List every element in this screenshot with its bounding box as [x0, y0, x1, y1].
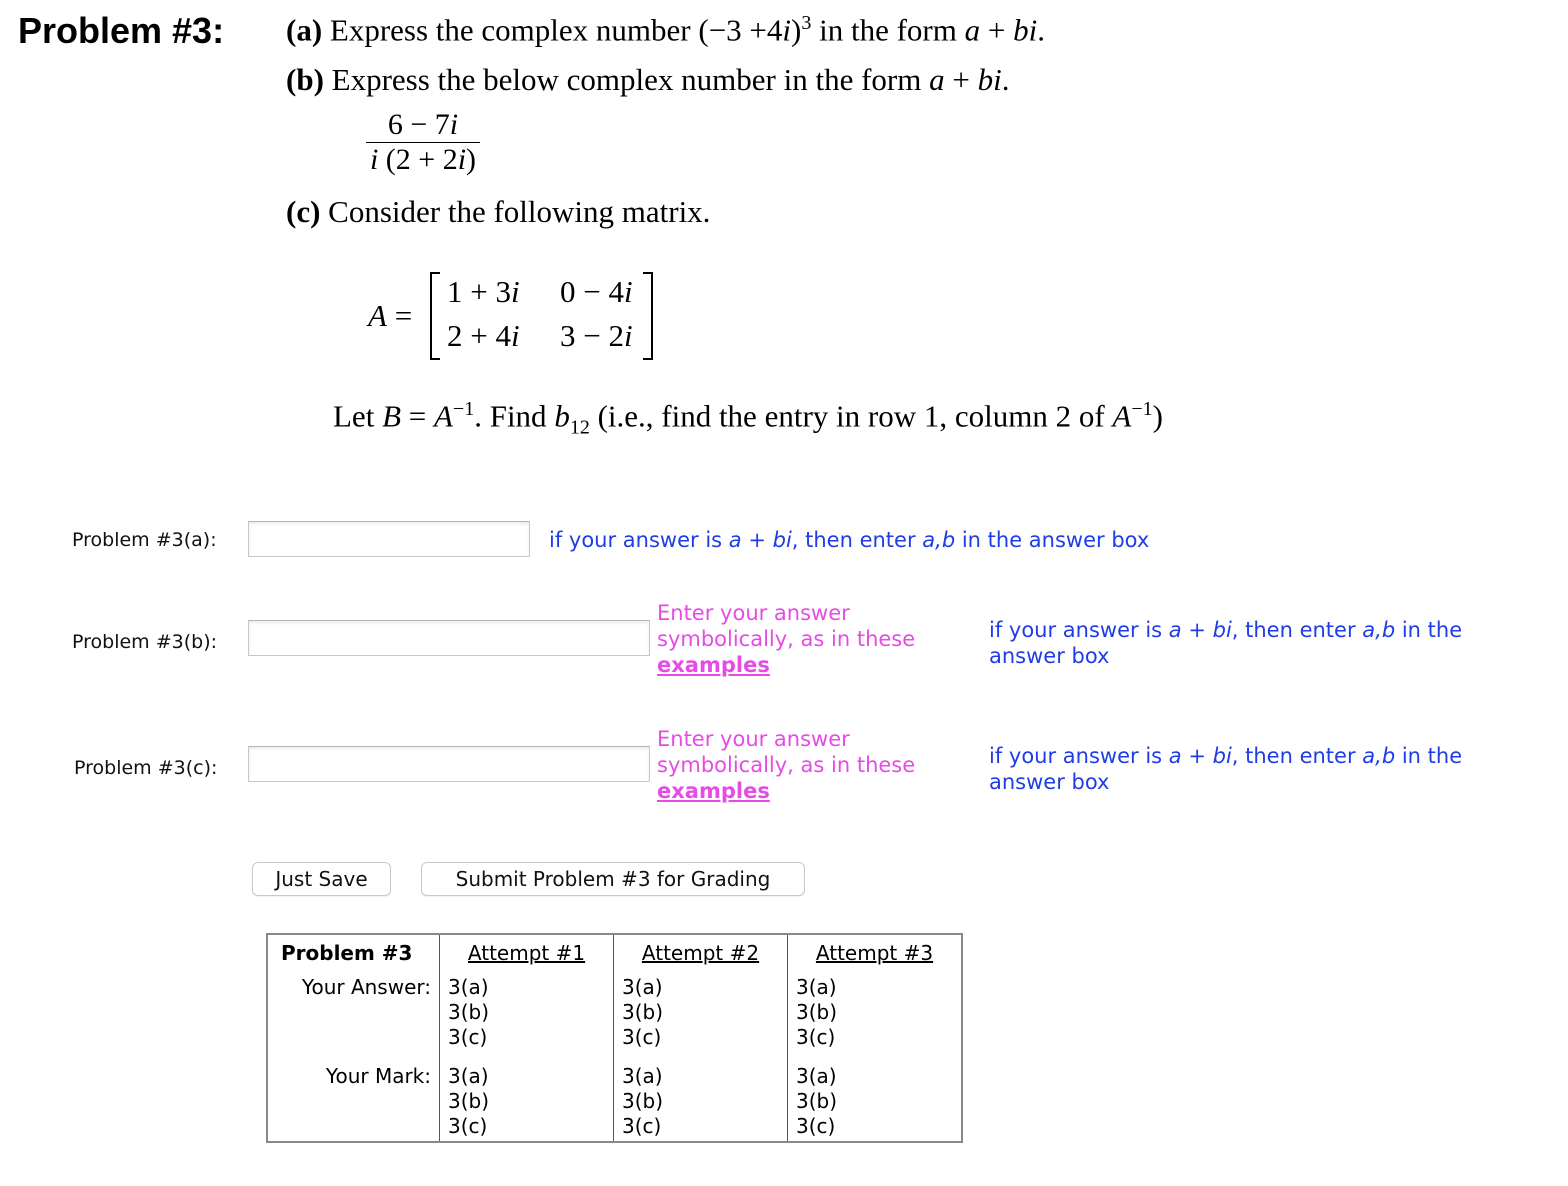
symbolic-hint-line: symbolically, as in these	[657, 753, 916, 777]
matrix-name: A =	[368, 298, 413, 333]
attempt-1-answers: 3(a) 3(b) 3(c)	[440, 971, 614, 1064]
attempt-3-header[interactable]: Attempt #3	[788, 934, 963, 971]
complex-hint-3b: if your answer is a + bi, then enter a,b in the answer box	[989, 618, 1463, 668]
your-mark-row	[267, 1064, 962, 1142]
part-c-text: Consider the following matrix.	[328, 194, 711, 229]
symbolic-hint-line: Enter your answer	[657, 601, 850, 625]
exponent: 3	[801, 12, 812, 34]
part-a-text: Express the complex number (−3 +4	[329, 12, 783, 48]
complex-hint-3c: if your answer is a + bi, then enter a,b in the answer box	[989, 744, 1463, 794]
part-b-label: (b)	[286, 62, 324, 97]
plus: +	[944, 62, 978, 97]
symbolic-hint-line: symbolically, as in these	[657, 627, 916, 651]
matrix-right-bracket	[643, 272, 653, 360]
form-a: a	[964, 12, 981, 48]
answer-label-3a: Problem #3(a):	[72, 529, 217, 551]
part-c-question	[286, 194, 710, 230]
attempts-table	[266, 933, 963, 1143]
answer-input-3c[interactable]	[248, 746, 650, 782]
symbolic-hint-line: Enter your answer	[657, 727, 850, 751]
imag-unit: i	[782, 12, 792, 48]
complex-hint-3a: if your answer is a + bi, then enter a,b in the answer box	[549, 528, 1150, 552]
attempt-2-header[interactable]: Attempt #2	[614, 934, 788, 971]
answer-label-3c: Problem #3(c):	[74, 757, 218, 779]
attempt-2-answers: 3(a) 3(b) 3(c)	[614, 971, 788, 1064]
your-answer-row	[267, 971, 962, 1064]
part-b-question	[286, 62, 1009, 98]
plus: +	[980, 12, 1014, 48]
part-b-text: Express the below complex number in the form	[331, 62, 930, 97]
matrix-left-bracket	[430, 272, 440, 360]
matrix-cell: 3 − 2i	[560, 318, 633, 353]
let-b-line: Let $B = A^{-1}$. Find $b_{12}$ (i.e., find the entry in row 1, column 2 of $A^{-1}$)	[333, 398, 1163, 439]
attempt-3-answers: 3(a) 3(b) 3(c)	[788, 971, 963, 1064]
dot: .	[1001, 62, 1010, 97]
matrix-cell: 1 + 3i	[447, 274, 520, 309]
your-mark-label: Your Mark:	[325, 1064, 431, 1088]
fraction-denominator: i (2 + 2i)	[369, 143, 477, 176]
attempt-2-marks: 3(a) 3(b) 3(c)	[614, 1064, 788, 1142]
your-answer-label: Your Answer:	[301, 975, 431, 999]
part-a-question	[286, 12, 1045, 48]
attempts-header-row	[267, 934, 962, 971]
part-c-label: (c)	[286, 194, 321, 229]
form-bi: bi	[977, 62, 1002, 97]
submit-button[interactable]: Submit Problem #3 for Grading	[421, 862, 805, 896]
matrix-cell: 2 + 4i	[447, 318, 520, 353]
answer-label-3b: Problem #3(b):	[72, 631, 218, 653]
form-bi: bi	[1013, 12, 1038, 48]
just-save-button[interactable]: Just Save	[252, 862, 391, 896]
fraction	[366, 108, 480, 177]
problem-title: Problem #3:	[18, 10, 225, 51]
symbolic-hint-3c	[657, 726, 915, 804]
fraction-numerator: 6 − 7i	[387, 108, 459, 141]
part-a-tail: in the form	[811, 12, 965, 48]
part-a-label: (a)	[286, 12, 323, 48]
matrix-cell: 0 − 4i	[560, 274, 633, 309]
attempt-1-marks: 3(a) 3(b) 3(c)	[440, 1064, 614, 1142]
symbolic-hint-3b	[657, 600, 915, 678]
examples-link[interactable]: examples	[657, 653, 770, 677]
paren: )	[791, 12, 802, 48]
answer-input-3b[interactable]	[248, 620, 650, 656]
attempt-3-marks: 3(a) 3(b) 3(c)	[788, 1064, 963, 1142]
attempts-problem-header: Problem #3	[281, 941, 413, 965]
dot: .	[1037, 12, 1045, 48]
attempt-1-header[interactable]: Attempt #1	[440, 934, 614, 971]
examples-link[interactable]: examples	[657, 779, 770, 803]
answer-input-3a[interactable]	[248, 521, 530, 557]
form-a: a	[929, 62, 945, 97]
